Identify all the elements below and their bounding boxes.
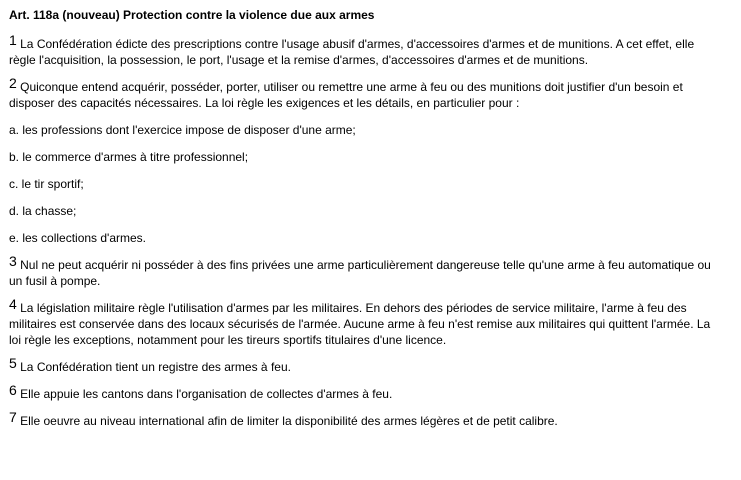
- list-item-a: a. les professions dont l'exercice impose de disposer d'une arme;: [9, 123, 356, 137]
- paragraph-4: [9, 296, 721, 348]
- paragraph-number: 5: [9, 355, 17, 371]
- paragraph-text: La Confédération édicte des prescriptions contre l'usage abusif d'armes, d'accessoires d'armes et de munitions. A cet effet, elle règle l'acquisition, la possession, le port, l'usage et la remise d'armes, d'accessoires d'armes et de munitions.: [9, 37, 695, 67]
- list-item-c: c. le tir sportif;: [9, 177, 84, 191]
- paragraph-5: [9, 355, 721, 375]
- paragraph-number: 7: [9, 409, 17, 425]
- paragraph-number: 4: [9, 296, 17, 312]
- paragraph-6: [9, 382, 721, 402]
- list-item-e: e. les collections d'armes.: [9, 231, 147, 245]
- paragraph-number: 1: [9, 32, 17, 48]
- list-item-b: b. le commerce d'armes à titre professionnel;: [9, 150, 249, 164]
- paragraph-number: 6: [9, 382, 17, 398]
- paragraph-text: Quiconque entend acquérir, posséder, porter, utiliser ou remettre une arme à feu ou des munitions doit justifier d'un besoin et disposer des capacités nécessaires. La loi règle les exigences et les détails, en particulier pour :: [9, 80, 683, 110]
- paragraph-3: [9, 253, 721, 289]
- paragraph-7: [9, 409, 721, 429]
- paragraph-2: [9, 75, 721, 111]
- paragraph-text: Elle appuie les cantons dans l'organisation de collectes d'armes à feu.: [16, 387, 393, 401]
- paragraph-text: Nul ne peut acquérir ni posséder à des fins privées une arme particulièrement dangereuse telle qu'une arme à feu automatique ou un fusil à pompe.: [9, 258, 711, 288]
- paragraph-text: La législation militaire règle l'utilisation d'armes par les militaires. En dehors des périodes de service militaire, l'arme à feu des militaires est conservée dans des locaux sécurisés de l'armée. Aucune arme à feu n'est remise aux militaires qui quittent l'armée. La loi règle les exceptions, notamment pour les tireurs sportifs titulaires d'une licence.: [9, 301, 711, 347]
- paragraph-text: Elle oeuvre au niveau international afin de limiter la disponibilité des armes légères et de petit calibre.: [16, 414, 558, 428]
- list-item-d: d. la chasse;: [9, 204, 77, 218]
- paragraph-number: 2: [9, 75, 17, 91]
- paragraph-number: 3: [9, 253, 17, 269]
- paragraph-text: La Confédération tient un registre des armes à feu.: [16, 360, 291, 374]
- paragraph-1: [9, 32, 721, 68]
- article-title: Art. 118a (nouveau) Protection contre la violence due aux armes: [9, 8, 375, 22]
